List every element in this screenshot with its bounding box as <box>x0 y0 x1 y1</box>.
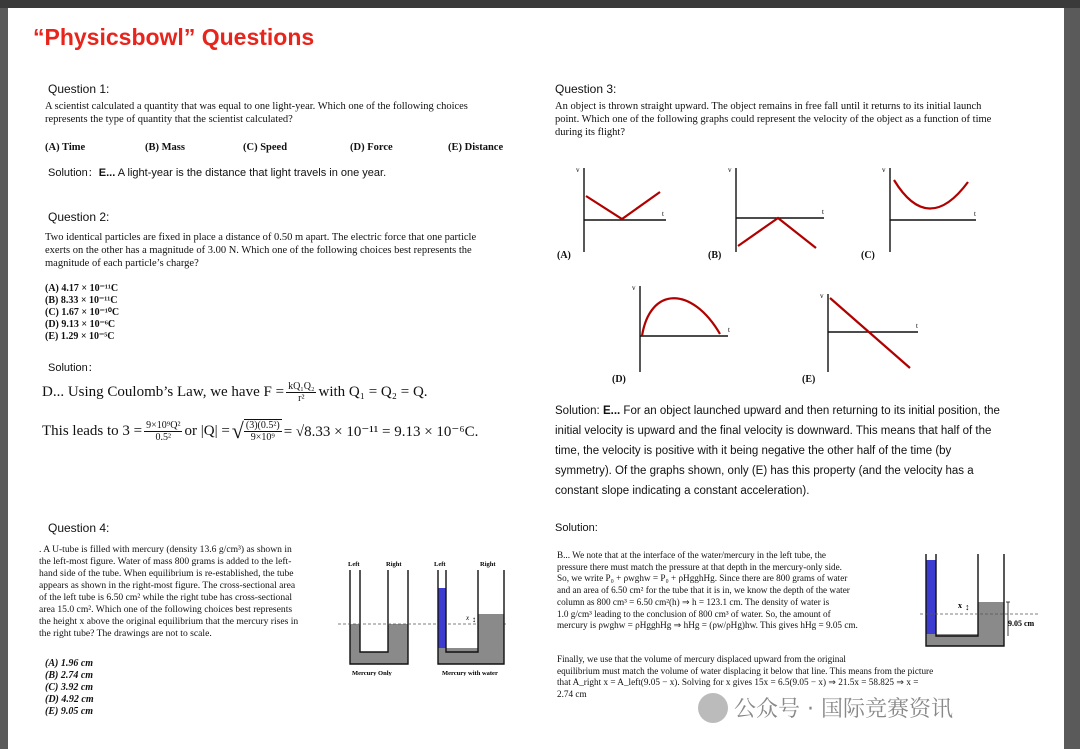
fig2-right-label: Right <box>480 561 496 568</box>
q4-option-a: (A) 1.96 cm <box>45 658 94 669</box>
sol4-x-label: x <box>958 601 962 610</box>
q4-text-line2: the left-most figure. Water of mass 800 grams is added to the left- <box>39 556 292 567</box>
sol4-line6: 1.0 g/cm³ leading to the conclusion of 800 cm³ of water. So, the amount of <box>557 608 831 619</box>
graph-b <box>724 156 834 256</box>
q3-solution-line3: time, the velocity is positive with it being negative the other half of the time (by <box>555 445 952 457</box>
q4-text-line8: the right tube? The drawings are not to scale. <box>39 628 212 639</box>
sol4-mercury-right <box>978 602 1004 642</box>
sol4-line5: column as 800 cm³ = 6.50 cm²(h) ⇒ h = 123.1 cm. The density of water is <box>557 596 830 607</box>
q3-heading: Question 3: <box>555 82 617 96</box>
q1-solution <box>48 164 386 180</box>
fig2-x-label: x <box>466 614 470 622</box>
graph-e-line <box>830 298 910 368</box>
q1-option-a: (A) Time <box>45 142 86 153</box>
graph-a <box>570 156 670 256</box>
graph-b-t-label: t <box>822 208 824 216</box>
q2-sol-line2-a: This leads to 3 = <box>42 422 143 439</box>
q2-sol-line1-b: with Q₁ = Q₂ = Q. <box>318 384 428 400</box>
q2-sol-frac2-num: 9×10⁹Q² <box>146 419 181 431</box>
sol4-line3: So, we write P₀ + ρwghw = P₀ + ρHgghHg. Since there are 800 grams of water <box>557 573 848 584</box>
q4-option-c: (C) 3.92 cm <box>45 682 94 693</box>
graph-a-t-label: t <box>662 210 664 218</box>
q2-options <box>45 283 119 343</box>
sol4-heading: Solution: <box>555 522 598 534</box>
q2-heading: Question 2: <box>48 210 110 224</box>
q2-sol-frac1-num: kQ₁Q₂ <box>288 381 315 392</box>
graph-b-label: (B) <box>708 250 722 261</box>
q2-sol-sqrt <box>232 418 282 444</box>
q4-text-line3: hand side of the tube. When equilibrium is re-established, the tube <box>39 568 294 579</box>
browser-top-strip <box>0 0 1080 8</box>
q3-text-line2: point. Which one of the following graphs could represent the velocity of the object as a function of time <box>555 114 992 125</box>
graph-a-label: (A) <box>557 250 571 261</box>
q1-option-e: (E) Distance <box>448 142 504 153</box>
q1-text <box>45 100 545 126</box>
q2-option-d: (D) 9.13 × 10⁻⁶C <box>45 319 116 330</box>
document-page <box>8 8 1064 749</box>
sol4-line7: mercury is ρwghw = ρHgghHg ⇒ hHg = (ρw/ρHg)hw. This gives hHg = 9.05 cm. <box>557 620 858 631</box>
graph-c <box>876 156 986 256</box>
watermark-text: 公众号 · 国际竞赛资讯 <box>734 697 953 722</box>
graph-e-t-label: t <box>916 322 918 330</box>
sol4-line9: equilibrium must match the volume of water displacing it below that line. This means from the picture <box>557 665 934 676</box>
q1-text-line2: represents the type of quantity that the scientist calculated? <box>45 114 293 125</box>
q2-sol-frac2-den: 0.5² <box>155 431 172 443</box>
sol4-line2: pressure there must match the pressure at that depth in the mercury-only side. <box>557 561 842 572</box>
q4-text-line1: . A U-tube is filled with mercury (density 13.6 g/cm³) as shown in <box>39 544 292 555</box>
q3-solution-line5: constant slope indicating a constant acceleration). <box>555 485 810 497</box>
q4-option-e: (E) 9.05 cm <box>45 706 94 717</box>
sol4-x-arrow-icon: ↕ <box>965 602 970 612</box>
graph-b-curve <box>738 218 816 248</box>
fig2-x-arrow-icon: ↕ <box>472 615 476 624</box>
q1-solution-text: A light-year is the distance that light travels in one year. <box>115 167 387 179</box>
graph-c-label: (C) <box>861 250 875 261</box>
sqrt-icon: √ <box>231 418 244 443</box>
sol4-height-value: 9.05 cm <box>1008 619 1035 628</box>
q4-text-line5: of the left tube is 6.50 cm² while the right tube has cross-sectional <box>39 592 293 603</box>
graph-e-label: (E) <box>802 374 816 385</box>
q2-sol-fraction1 <box>286 381 316 404</box>
fig2-caption: Mercury with water <box>442 670 498 676</box>
q1-text-line1: A scientist calculated a quantity that was equal to one light-year. Which one of the following choices <box>45 101 468 112</box>
graph-c-curve <box>894 180 968 209</box>
graph-d-t-label: t <box>728 326 730 334</box>
fig1-right-label: Right <box>386 561 402 568</box>
q4-heading: Question 4: <box>48 521 110 535</box>
q2-text <box>45 231 545 270</box>
q1-solution-answer: E... <box>98 167 116 179</box>
q1-heading: Question 1: <box>48 82 110 96</box>
q3-text-line1: An object is thrown straight upward. The object remains in free fall until it returns to its initial launch <box>555 101 982 112</box>
q2-sol-frac1-den: r² <box>298 393 305 404</box>
graph-c-t-label: t <box>974 210 976 218</box>
q2-sol-line2-or: or |Q| = <box>184 422 230 439</box>
wechat-icon <box>698 693 728 723</box>
q3-solution-line1: For an object launched upward and then returning to its initial position, the <box>620 405 1000 417</box>
q4-text-line7: the height x above the original equilibrium that the mercury rises in <box>39 616 299 627</box>
q4-option-d: (D) 4.92 cm <box>45 694 94 705</box>
sol4-line8: Finally, we use that the volume of mercury displaced upward from the original <box>557 654 846 664</box>
page-title: “Physicsbowl” Questions <box>33 24 315 50</box>
fig2-water <box>438 588 446 648</box>
q3-solution-label: Solution: <box>555 405 603 417</box>
graph-d <box>628 276 738 376</box>
q3-solution <box>555 401 1035 501</box>
graph-e <box>816 286 926 376</box>
q2-sol-frac3-den: 9×10⁹ <box>250 432 275 443</box>
q2-solution-label: Solution： <box>48 362 99 374</box>
graph-d-curve <box>642 298 720 336</box>
q3-solution-line2: initial velocity is upward and the final velocity is downward. This means that half of the <box>555 425 992 437</box>
utube-figures <box>338 558 508 676</box>
sol4-line1: B... We note that at the interface of the water/mercury in the left tube, the <box>557 550 826 560</box>
graph-a-curve <box>586 192 660 219</box>
q2-solution-line1 <box>42 381 428 404</box>
q3-text <box>555 100 1055 139</box>
q2-text-line1: Two identical particles are fixed in place a distance of 0.50 m apart. The electric force that one particle <box>45 232 477 243</box>
q3-solution-line4: symmetry). Of the graphs shown, only (E) has this property (and the velocity has a <box>555 465 974 477</box>
graph-a-v-label: v <box>576 166 580 174</box>
q2-sol-frac3-num: (3)(0.5²) <box>245 420 280 431</box>
q4-text <box>39 544 339 640</box>
q2-option-e: (E) 1.29 × 10⁻⁵C <box>45 331 115 342</box>
q2-text-line2: exerts on the other has a magnitude of 3.00 N. Which one of the following choices best represents the <box>45 245 472 256</box>
q2-text-line3: magnitude of each particle’s charge? <box>45 258 199 269</box>
q1-option-d: (D) Force <box>350 142 393 153</box>
q4-text-line4: appears as shown in the right-most figure. The cross-sectional area <box>39 580 296 591</box>
graph-c-v-label: v <box>882 166 886 174</box>
q1-option-b: (B) Mass <box>145 142 185 153</box>
graph-d-v-label: v <box>632 284 636 292</box>
q2-sol-fraction3 <box>244 419 282 443</box>
q3-text-line3: during its flight? <box>555 127 625 138</box>
q2-sol-fraction2 <box>144 420 182 443</box>
fig1-caption: Mercury Only <box>352 670 392 676</box>
q1-option-c: (C) Speed <box>243 142 288 153</box>
sol4-line4: and an area of 6.50 cm² for the tube that it is in, we know the depth of the water <box>557 585 850 596</box>
q3-solution-answer: E... <box>602 405 621 417</box>
q2-option-a: (A) 4.17 × 10⁻¹¹C <box>45 283 119 294</box>
q4-text-line6: area 15.0 cm². Which one of the following choices best represents <box>39 604 293 615</box>
sol4-line10: that A_right x = A_left(9.05 − x). Solving for x gives 15x = 6.5(9.05 − x) ⇒ 21.5x = 58.825 ⇒ x = <box>557 677 919 688</box>
q2-option-c: (C) 1.67 × 10⁻¹⁰C <box>45 307 120 318</box>
watermark <box>698 692 953 723</box>
q2-sol-line1-a: D... Using Coulomb’s Law, we have F = <box>42 384 285 400</box>
graph-d-label: (D) <box>612 374 626 385</box>
graph-b-v-label: v <box>728 166 732 174</box>
sol4-utube-figure <box>920 548 1040 648</box>
q1-solution-label: Solution： <box>48 167 99 179</box>
q2-solution-line2 <box>42 418 478 444</box>
q4-option-b: (B) 2.74 cm <box>45 670 94 681</box>
sol4-text <box>557 550 917 632</box>
q2-option-b: (B) 8.33 × 10⁻¹¹C <box>45 295 118 306</box>
q2-sol-line2-b: = √8.33 × 10⁻¹¹ = 9.13 × 10⁻⁶C. <box>283 423 479 440</box>
q4-options <box>45 658 94 718</box>
fig1-left-label: Left <box>348 561 360 568</box>
sol4-line11: 2.74 cm <box>557 689 587 700</box>
fig2-left-label: Left <box>434 561 446 568</box>
fig2-mercury-right <box>478 614 504 654</box>
sol4-water <box>926 560 936 636</box>
graph-e-v-label: v <box>820 292 824 300</box>
